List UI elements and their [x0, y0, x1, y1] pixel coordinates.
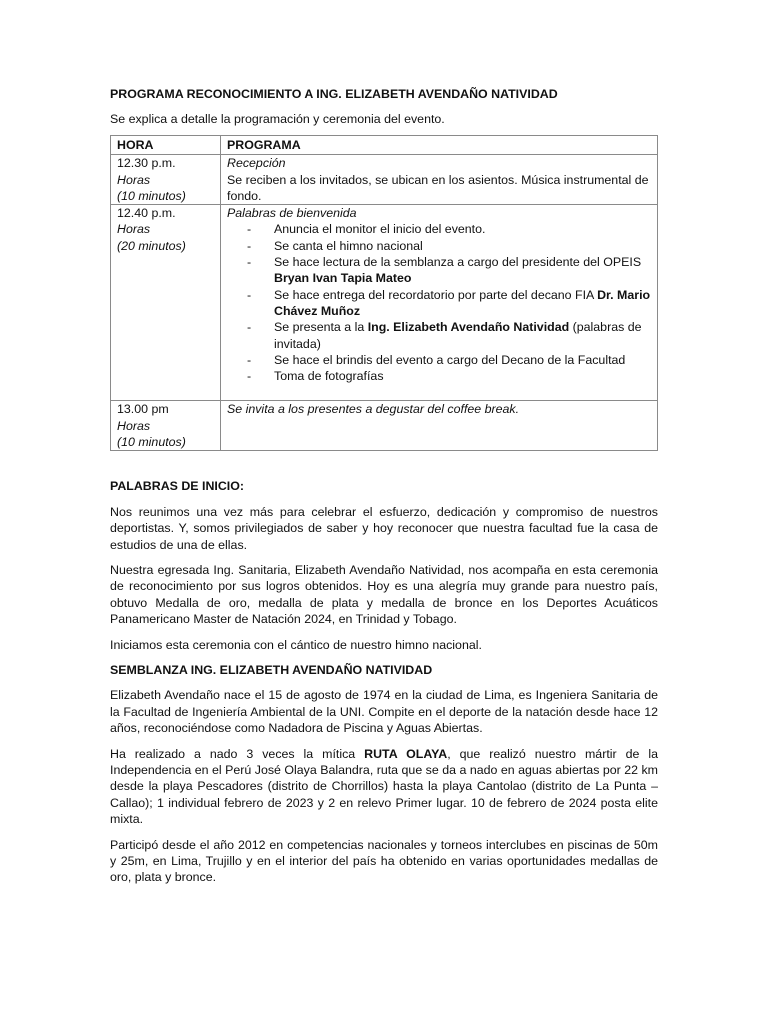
dean-name: Dr. Mario Chávez Muñoz — [274, 287, 651, 318]
duration: (10 minutos) — [117, 188, 186, 203]
duration: (10 minutos) — [117, 435, 186, 450]
list-item: - Toma de fotografías — [247, 368, 651, 384]
table-header-row — [111, 136, 658, 155]
program-cell — [221, 155, 658, 205]
list-item: - Se hace el brindis del evento a cargo del Decano de la Facultad — [247, 352, 651, 368]
speaker-name: Bryan Ivan Tapia Mateo — [274, 271, 412, 286]
paragraph: Nuestra egresada Ing. Sanitaria, Elizabeth Avendaño Natividad, nos acompaña en esta ceremonia de reconocimiento por sus logros obtenidos. Hoy es una alegría muy grande para nuestro país, obtuvo Medalla de oro, medalla de plata y medalla de bronce en los Deportes Acuáticos Panamericano Master de Natación 2024, en Trinidad y Tobago. — [110, 562, 658, 627]
header-programa: PROGRAMA — [221, 136, 658, 155]
list-item: - Se hace entrega del recordatorio por parte del decano FIA Dr. Mario Chávez Muñoz — [247, 287, 651, 320]
time-value: 12.40 p.m. — [117, 206, 176, 221]
document-page — [110, 86, 658, 895]
time-cell — [111, 155, 221, 205]
document-title: PROGRAMA RECONOCIMIENTO A ING. ELIZABETH AVENDAÑO NATIVIDAD — [110, 87, 558, 101]
list-item: - Se canta el himno nacional — [247, 238, 651, 254]
program-items — [227, 221, 651, 384]
paragraph: Iniciamos esta ceremonia con el cántico de nuestro himno nacional. — [110, 637, 482, 652]
paragraph: Nos reunimos una vez más para celebrar el esfuerzo, dedicación y compromiso de nuestros deportistas. Y, somos privilegiados de saber y hoy reconocer que nuestra facultad fue la casa de estudios de una de ellas. — [110, 504, 658, 552]
time-unit: Horas — [117, 418, 151, 433]
paragraph: Ha realizado a nado 3 veces la mítica RUTA OLAYA, que realizó nuestro mártir de la Independencia en el Perú José Olaya Balandra, ruta que se da a nado en aguas abiertas por 22 km desde la playa Pescadores (distrito de Chorrillos) hasta la playa Cantolao (distrito de La Punta – Callao); 1 individual febrero de 2023 y 2 en relevo Primer lugar. 10 de febrero de 2024 posta elite mixta. — [110, 746, 658, 827]
ruta-olaya: RUTA OLAYA — [364, 746, 448, 761]
section-heading-semblanza: SEMBLANZA ING. ELIZABETH AVENDAÑO NATIVIDAD — [110, 663, 433, 677]
list-item: - Se presenta a la Ing. Elizabeth Avendaño Natividad (palabras de invitada) — [247, 319, 651, 352]
time-cell — [111, 401, 221, 451]
time-unit: Horas — [117, 172, 151, 187]
program-text: Se invita a los presentes a degustar del coffee break. — [227, 402, 520, 417]
table-row — [111, 155, 658, 205]
time-cell — [111, 205, 221, 401]
program-cell — [221, 205, 658, 401]
section-heading-inicio: PALABRAS DE INICIO: — [110, 479, 245, 494]
paragraph: Elizabeth Avendaño nace el 15 de agosto de 1974 en la ciudad de Lima, es Ingeniera Sanitaria de la Facultad de Ingeniería Ambiental de la UNI. Compite en el deporte de la natación desde hace 12 años, reconociéndose como Nadadora de Piscina y Aguas Abiertas. — [110, 688, 658, 736]
list-item: - Anuncia el monitor el inicio del evento. — [247, 221, 651, 237]
time-value: 12.30 p.m. — [117, 156, 176, 171]
program-heading: Palabras de bienvenida — [227, 206, 357, 221]
table-row — [111, 205, 658, 401]
time-unit: Horas — [117, 222, 151, 237]
program-text: Se reciben a los invitados, se ubican en los asientos. Música instrumental de fondo. — [227, 172, 649, 203]
program-cell — [221, 401, 658, 451]
time-value: 13.00 pm — [117, 402, 169, 417]
list-item: - Se hace lectura de la semblanza a cargo del presidente del OPEIS Bryan Ivan Tapia Mateo — [247, 254, 651, 287]
document-intro: Se explica a detalle la programación y ceremonia del evento. — [110, 112, 445, 126]
paragraph: Participó desde el año 2012 en competencias nacionales y torneos interclubes en piscinas de 50m y 25m, en Lima, Trujillo y en el interior del país ha obtenido en varias oportunidades medallas de oro, plata y bronce. — [110, 837, 658, 885]
program-table — [110, 135, 658, 451]
table-row — [111, 401, 658, 451]
duration: (20 minutos) — [117, 238, 186, 253]
honoree-name: Ing. Elizabeth Avendaño Natividad — [367, 320, 570, 335]
program-heading: Recepción — [227, 156, 286, 171]
header-hora: HORA — [111, 136, 221, 155]
